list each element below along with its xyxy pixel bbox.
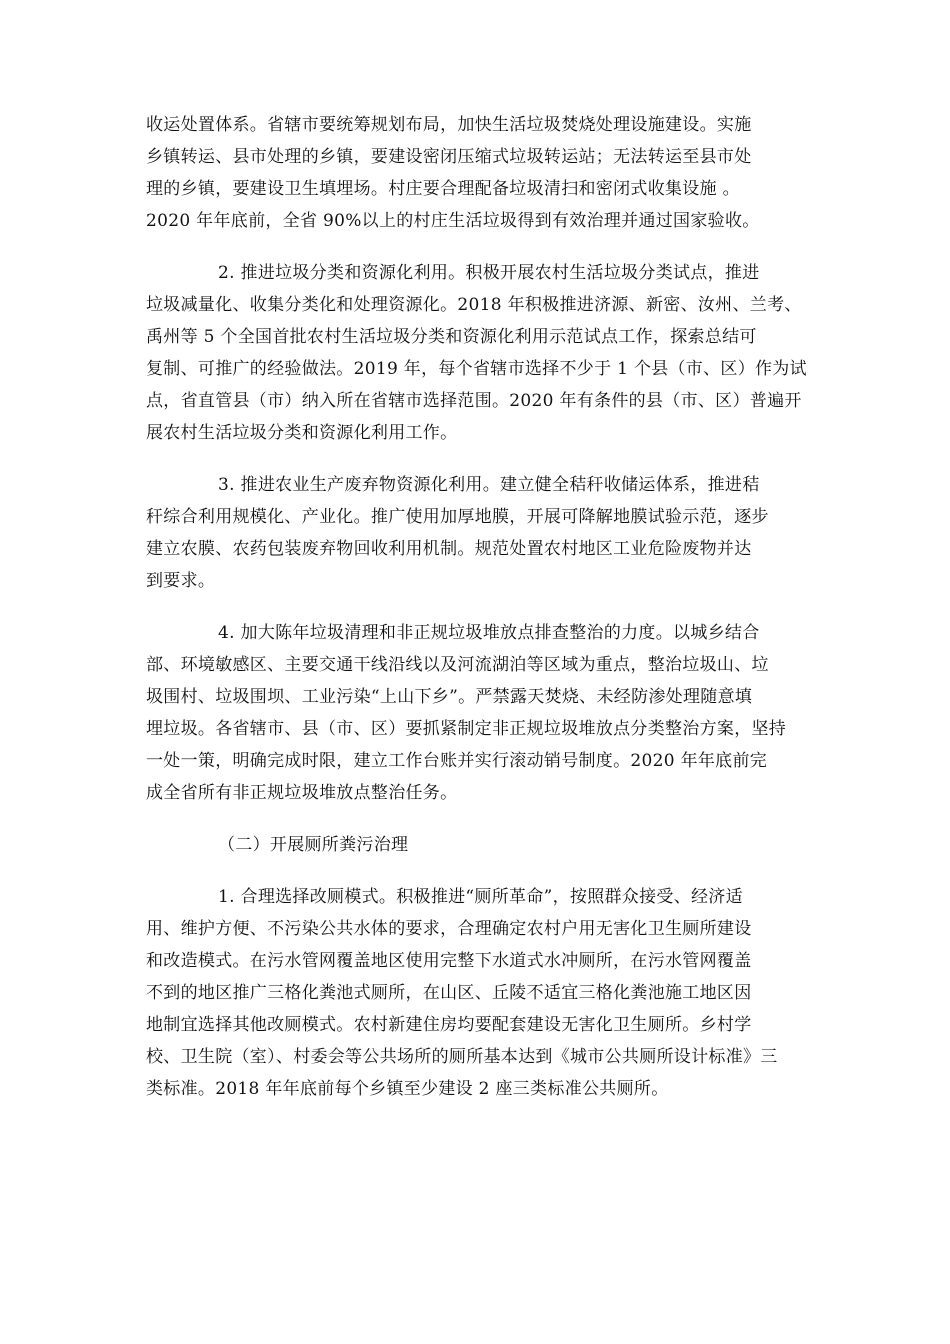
text-line: 秆综合利用规模化、产业化。推广使用加厚地膜，开展可降解地膜试验示范，逐步 bbox=[146, 507, 769, 527]
text-line: 类标准。2018 年年底前每个乡镇至少建设 2 座三类标准公共厕所。 bbox=[146, 1079, 669, 1099]
text-line: 地制宜选择其他改厕模式。农村新建住房均要配套建设无害化卫生厕所。乡村学 bbox=[146, 1015, 752, 1035]
text-line: 4. 加大陈年垃圾清理和非正规垃圾堆放点排查整治的力度。以城乡结合 bbox=[218, 623, 760, 643]
text-line: 2020 年年底前，全省 90%以上的村庄生活垃圾得到有效治理并通过国家验收。 bbox=[146, 211, 760, 231]
text-line: 1. 合理选择改厕模式。积极推进“厕所革命”，按照群众接受、经济适 bbox=[218, 887, 743, 907]
text-line: 复制、可推广的经验做法。2019 年，每个省辖市选择不少于 1 个县（市、区）作为试 bbox=[146, 359, 807, 379]
text-line: 展农村生活垃圾分类和资源化利用工作。 bbox=[146, 423, 458, 443]
paragraph bbox=[146, 886, 810, 1110]
text-line: 成全省所有非正规垃圾堆放点整治任务。 bbox=[146, 783, 458, 803]
document-page bbox=[146, 114, 810, 1110]
text-line: 理的乡镇，要建设卫生填埋场。村庄要合理配备垃圾清扫和密闭式收集设施 。 bbox=[146, 179, 740, 199]
text-line: 一处一策，明确完成时限，建立工作台账并实行滚动销号制度。2020 年年底前完 bbox=[146, 751, 768, 771]
text-line: 不到的地区推广三格化粪池式厕所，在山区、丘陵不适宜三格化粪池施工地区因 bbox=[146, 983, 752, 1003]
text-line: 到要求。 bbox=[146, 571, 216, 591]
text-line: 垃圾减量化、收集分类化和处理资源化。2018 年积极推进济源、新密、汝州、兰考、 bbox=[146, 295, 802, 315]
paragraph bbox=[146, 262, 810, 454]
text-line: 收运处置体系。省辖市要统筹规划布局，加快生活垃圾焚烧处理设施建设。实施 bbox=[146, 115, 752, 135]
text-line: 和改造模式。在污水管网覆盖地区使用完整下水道式水冲厕所，在污水管网覆盖 bbox=[146, 951, 752, 971]
text-line: 校、卫生院（室）、村委会等公共场所的厕所基本达到《城市公共厕所设计标准》三 bbox=[146, 1047, 778, 1067]
text-line: 禹州等 5 个全国首批农村生活垃圾分类和资源化利用示范试点工作，探索总结可 bbox=[146, 327, 757, 347]
paragraph-gap bbox=[146, 814, 810, 834]
text-line: 建立农膜、农药包装废弃物回收利用机制。规范处置农村地区工业危险废物并达 bbox=[146, 539, 752, 559]
text-line: 乡镇转运、县市处理的乡镇，要建设密闭压缩式垃圾转运站；无法转运至县市处 bbox=[146, 147, 752, 167]
paragraph-gap bbox=[146, 602, 810, 622]
paragraph-gap bbox=[146, 866, 810, 886]
section-heading bbox=[146, 834, 810, 866]
text-line: 3. 推进农业生产废弃物资源化利用。建立健全秸秆收储运体系，推进秸 bbox=[218, 475, 760, 495]
text-line: （二）开展厕所粪污治理 bbox=[218, 835, 409, 855]
text-line: 部、环境敏感区、主要交通干线沿线以及河流湖泊等区域为重点，整治垃圾山、垃 bbox=[146, 655, 769, 675]
text-line: 埋垃圾。各省辖市、县（市、区）要抓紧制定非正规垃圾堆放点分类整治方案，坚持 bbox=[146, 719, 787, 739]
paragraph-gap bbox=[146, 242, 810, 262]
paragraph bbox=[146, 114, 810, 242]
text-line: 用、维护方便、不污染公共水体的要求，合理确定农村户用无害化卫生厕所建设 bbox=[146, 919, 752, 939]
paragraph bbox=[146, 474, 810, 602]
text-line: 点，省直管县（市）纳入所在省辖市选择范围。2020 年有条件的县（市、区）普遍开 bbox=[146, 391, 802, 411]
paragraph-gap bbox=[146, 454, 810, 474]
paragraph bbox=[146, 622, 810, 814]
text-line: 圾围村、垃圾围坝、工业污染“上山下乡”。严禁露天焚烧、未经防渗处理随意填 bbox=[146, 687, 753, 707]
text-line: 2. 推进垃圾分类和资源化利用。积极开展农村生活垃圾分类试点，推进 bbox=[218, 263, 760, 283]
